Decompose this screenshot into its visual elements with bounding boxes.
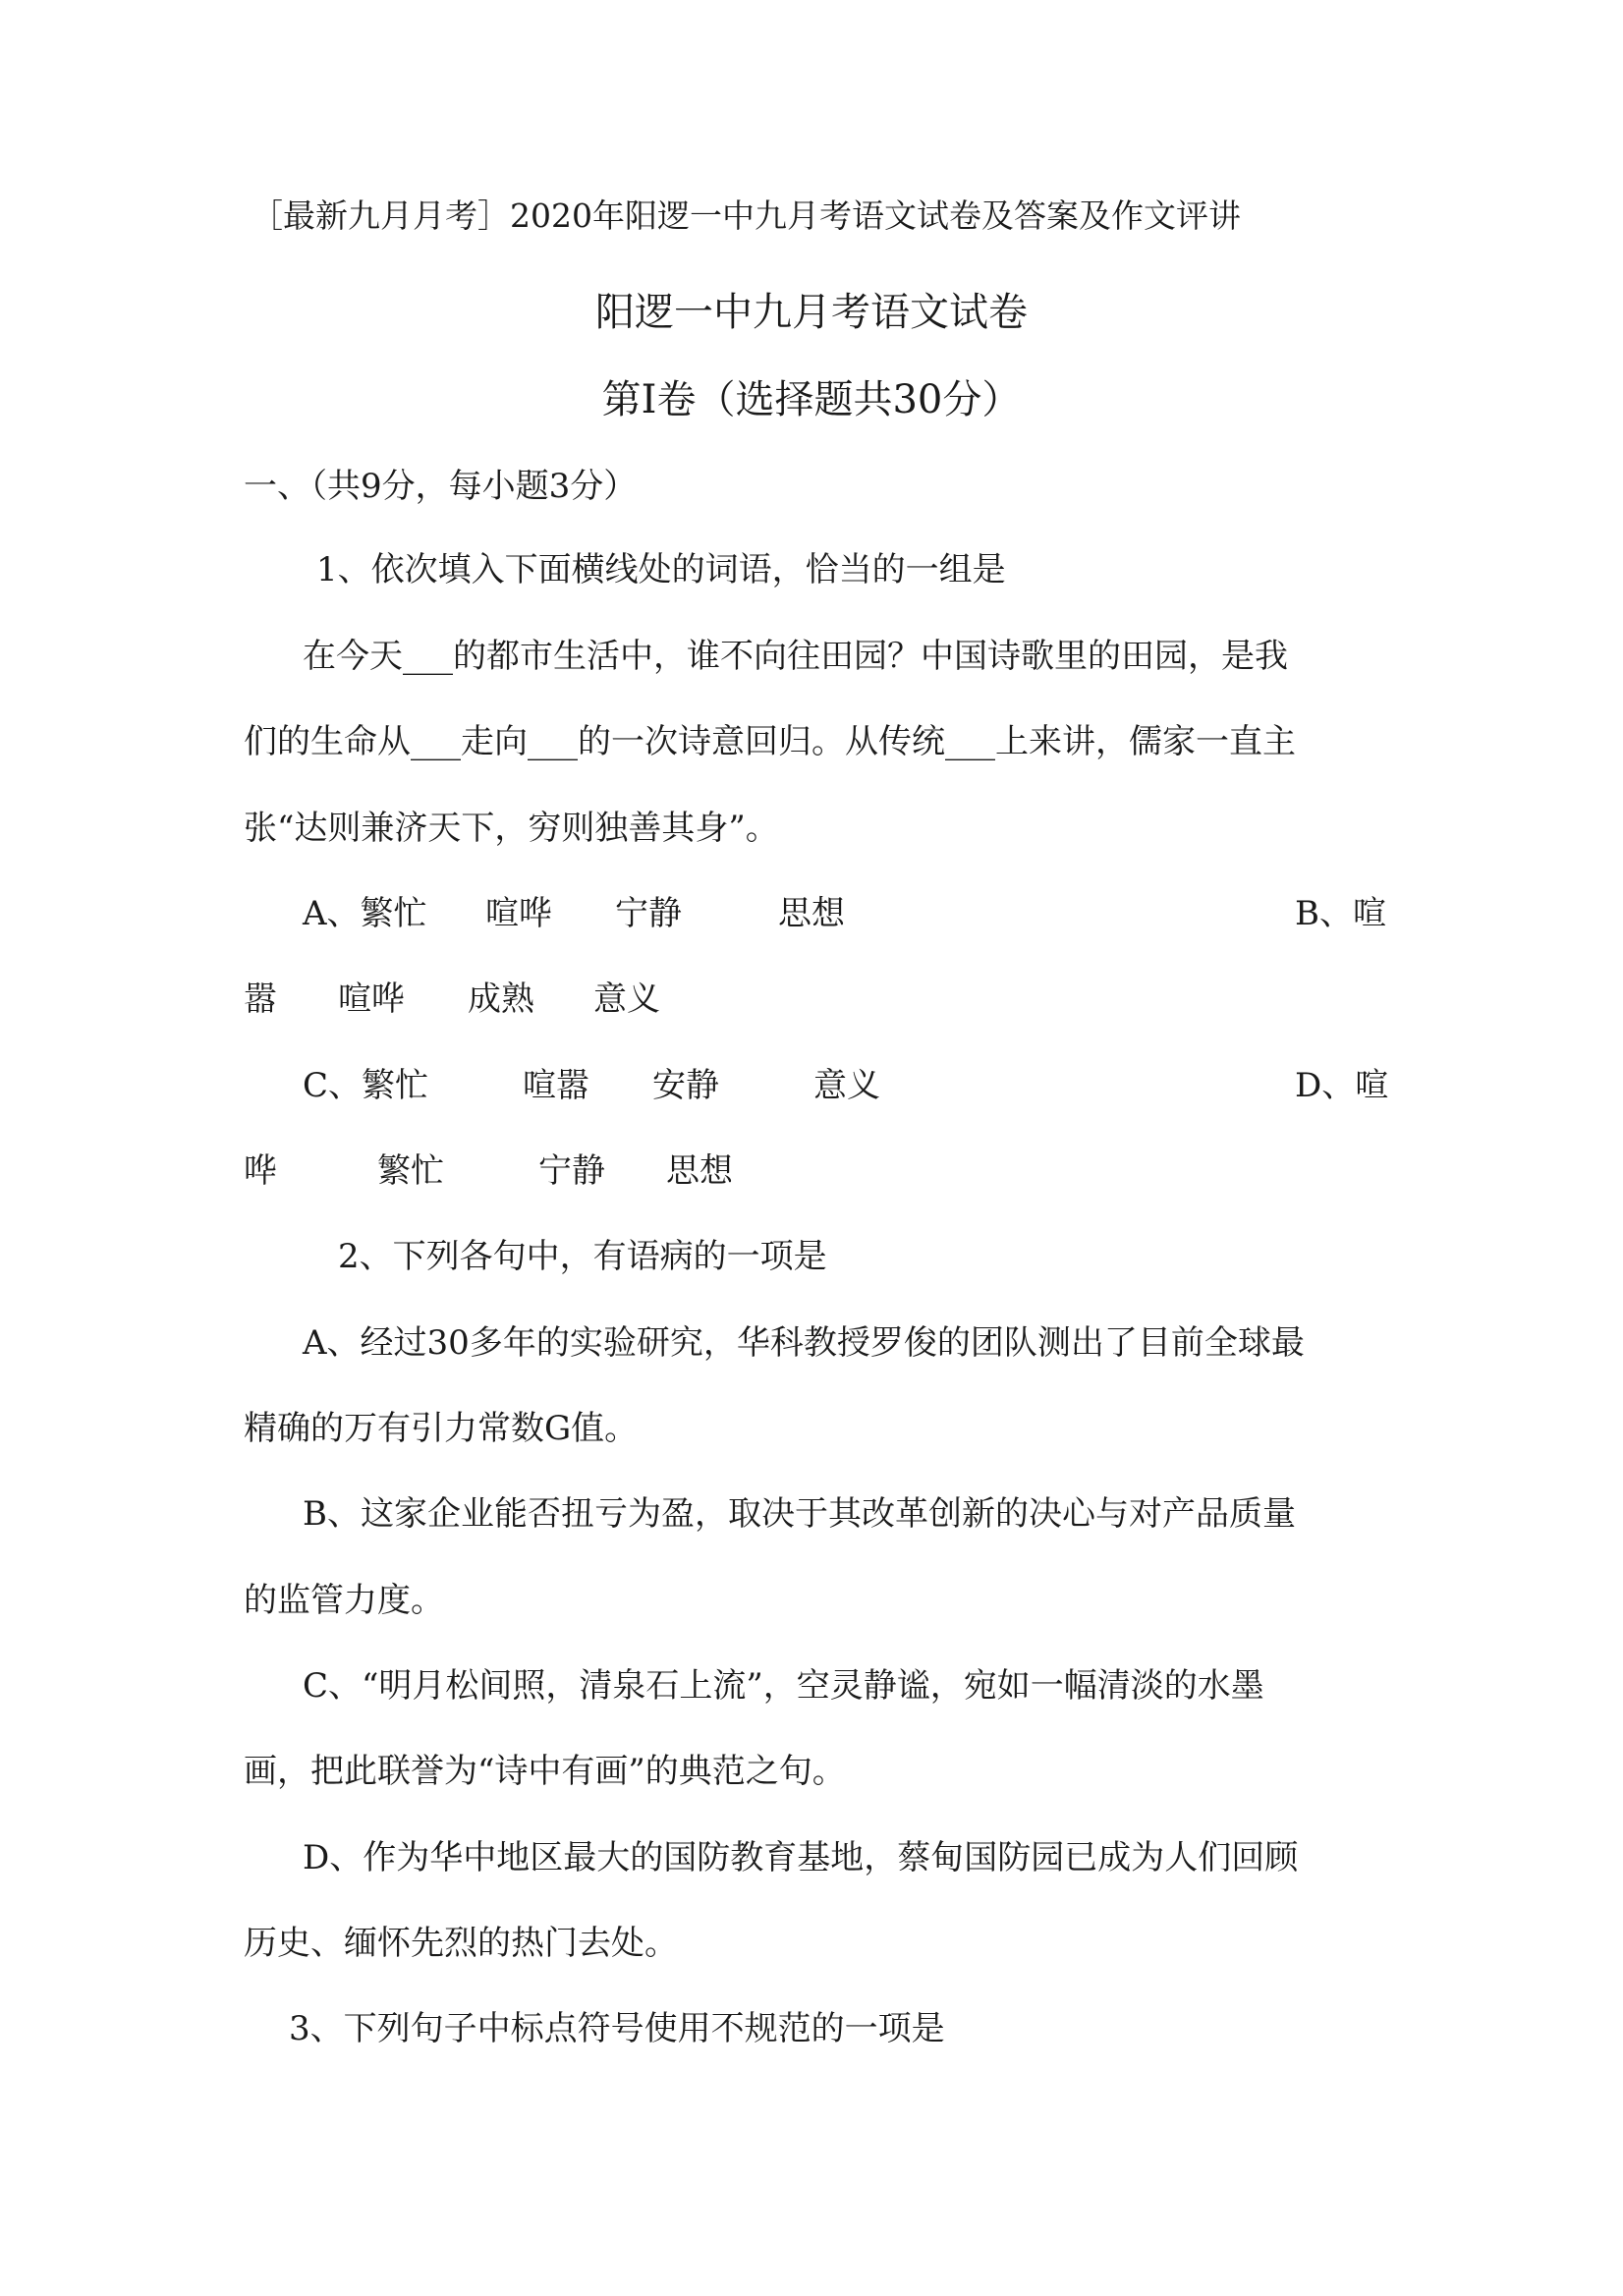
question-1-passage-line: 在今天___的都市生活中，谁不向往田园？中国诗歌里的田园，是我 <box>303 637 1288 676</box>
question-1-stem: 1、依次填入下面横线处的词语，恰当的一组是 <box>316 550 1006 589</box>
option-a-label: A、繁忙 <box>303 894 427 933</box>
volume-title: 第Ⅰ卷（选择题共30分） <box>601 377 1022 422</box>
question-3-stem: 3、下列句子中标点符号使用不规范的一项是 <box>289 2009 945 2048</box>
option-word: 喧嚣 <box>523 1066 589 1105</box>
question-1-passage-line: 张“达则兼济天下，穷则独善其身”。 <box>244 809 779 848</box>
question-1-passage-line: 们的生命从___走向___的一次诗意回归。从传统___上来讲，儒家一直主 <box>244 722 1296 761</box>
question-2-option-line: 精确的万有引力常数G值。 <box>244 1409 639 1448</box>
option-c-label: C、繁忙 <box>303 1066 429 1105</box>
option-b-label: B、喧 <box>1295 894 1386 933</box>
option-word: 宁静 <box>538 1151 605 1191</box>
question-2-option-line: A、经过30多年的实验研究，华科教授罗俊的团队测出了目前全球最 <box>303 1323 1305 1363</box>
question-2-option-line: 的监管力度。 <box>244 1581 444 1620</box>
option-word: 繁忙 <box>377 1151 444 1191</box>
option-b-label-cont: 嚣 <box>244 980 277 1019</box>
option-word: 意义 <box>813 1066 880 1105</box>
option-word: 喧哗 <box>338 980 405 1019</box>
question-2-stem: 2、下列各句中，有语病的一项是 <box>338 1237 827 1276</box>
question-2-option-line: 历史、缅怀先烈的热门去处。 <box>244 1924 678 1963</box>
option-word: 思想 <box>666 1151 733 1191</box>
option-word: 喧哗 <box>485 894 552 933</box>
document-title: ［最新九月月考］2020年阳逻一中九月考语文试卷及答案及作文评讲 <box>251 196 1241 235</box>
option-d-label-cont: 哗 <box>244 1151 277 1191</box>
question-2-option-line: D、作为华中地区最大的国防教育基地，蔡甸国防园已成为人们回顾 <box>303 1838 1299 1877</box>
option-word: 宁静 <box>615 894 682 933</box>
question-2-option-line: 画，把此联誉为“诗中有画”的典范之句。 <box>244 1752 846 1791</box>
option-word: 成熟 <box>468 980 534 1019</box>
option-word: 安静 <box>652 1066 719 1105</box>
question-2-option-line: C、“明月松间照，清泉石上流”，空灵静谧，宛如一幅清淡的水墨 <box>303 1666 1264 1706</box>
option-d-label: D、喧 <box>1295 1066 1389 1105</box>
exam-title: 阳逻一中九月考语文试卷 <box>595 290 1028 335</box>
option-word: 思想 <box>778 894 845 933</box>
option-word: 意义 <box>593 980 660 1019</box>
section-heading: 一、（共9分，每小题3分） <box>244 467 638 506</box>
question-2-option-line: B、这家企业能否扭亏为盈，取决于其改革创新的决心与对产品质量 <box>303 1494 1296 1534</box>
